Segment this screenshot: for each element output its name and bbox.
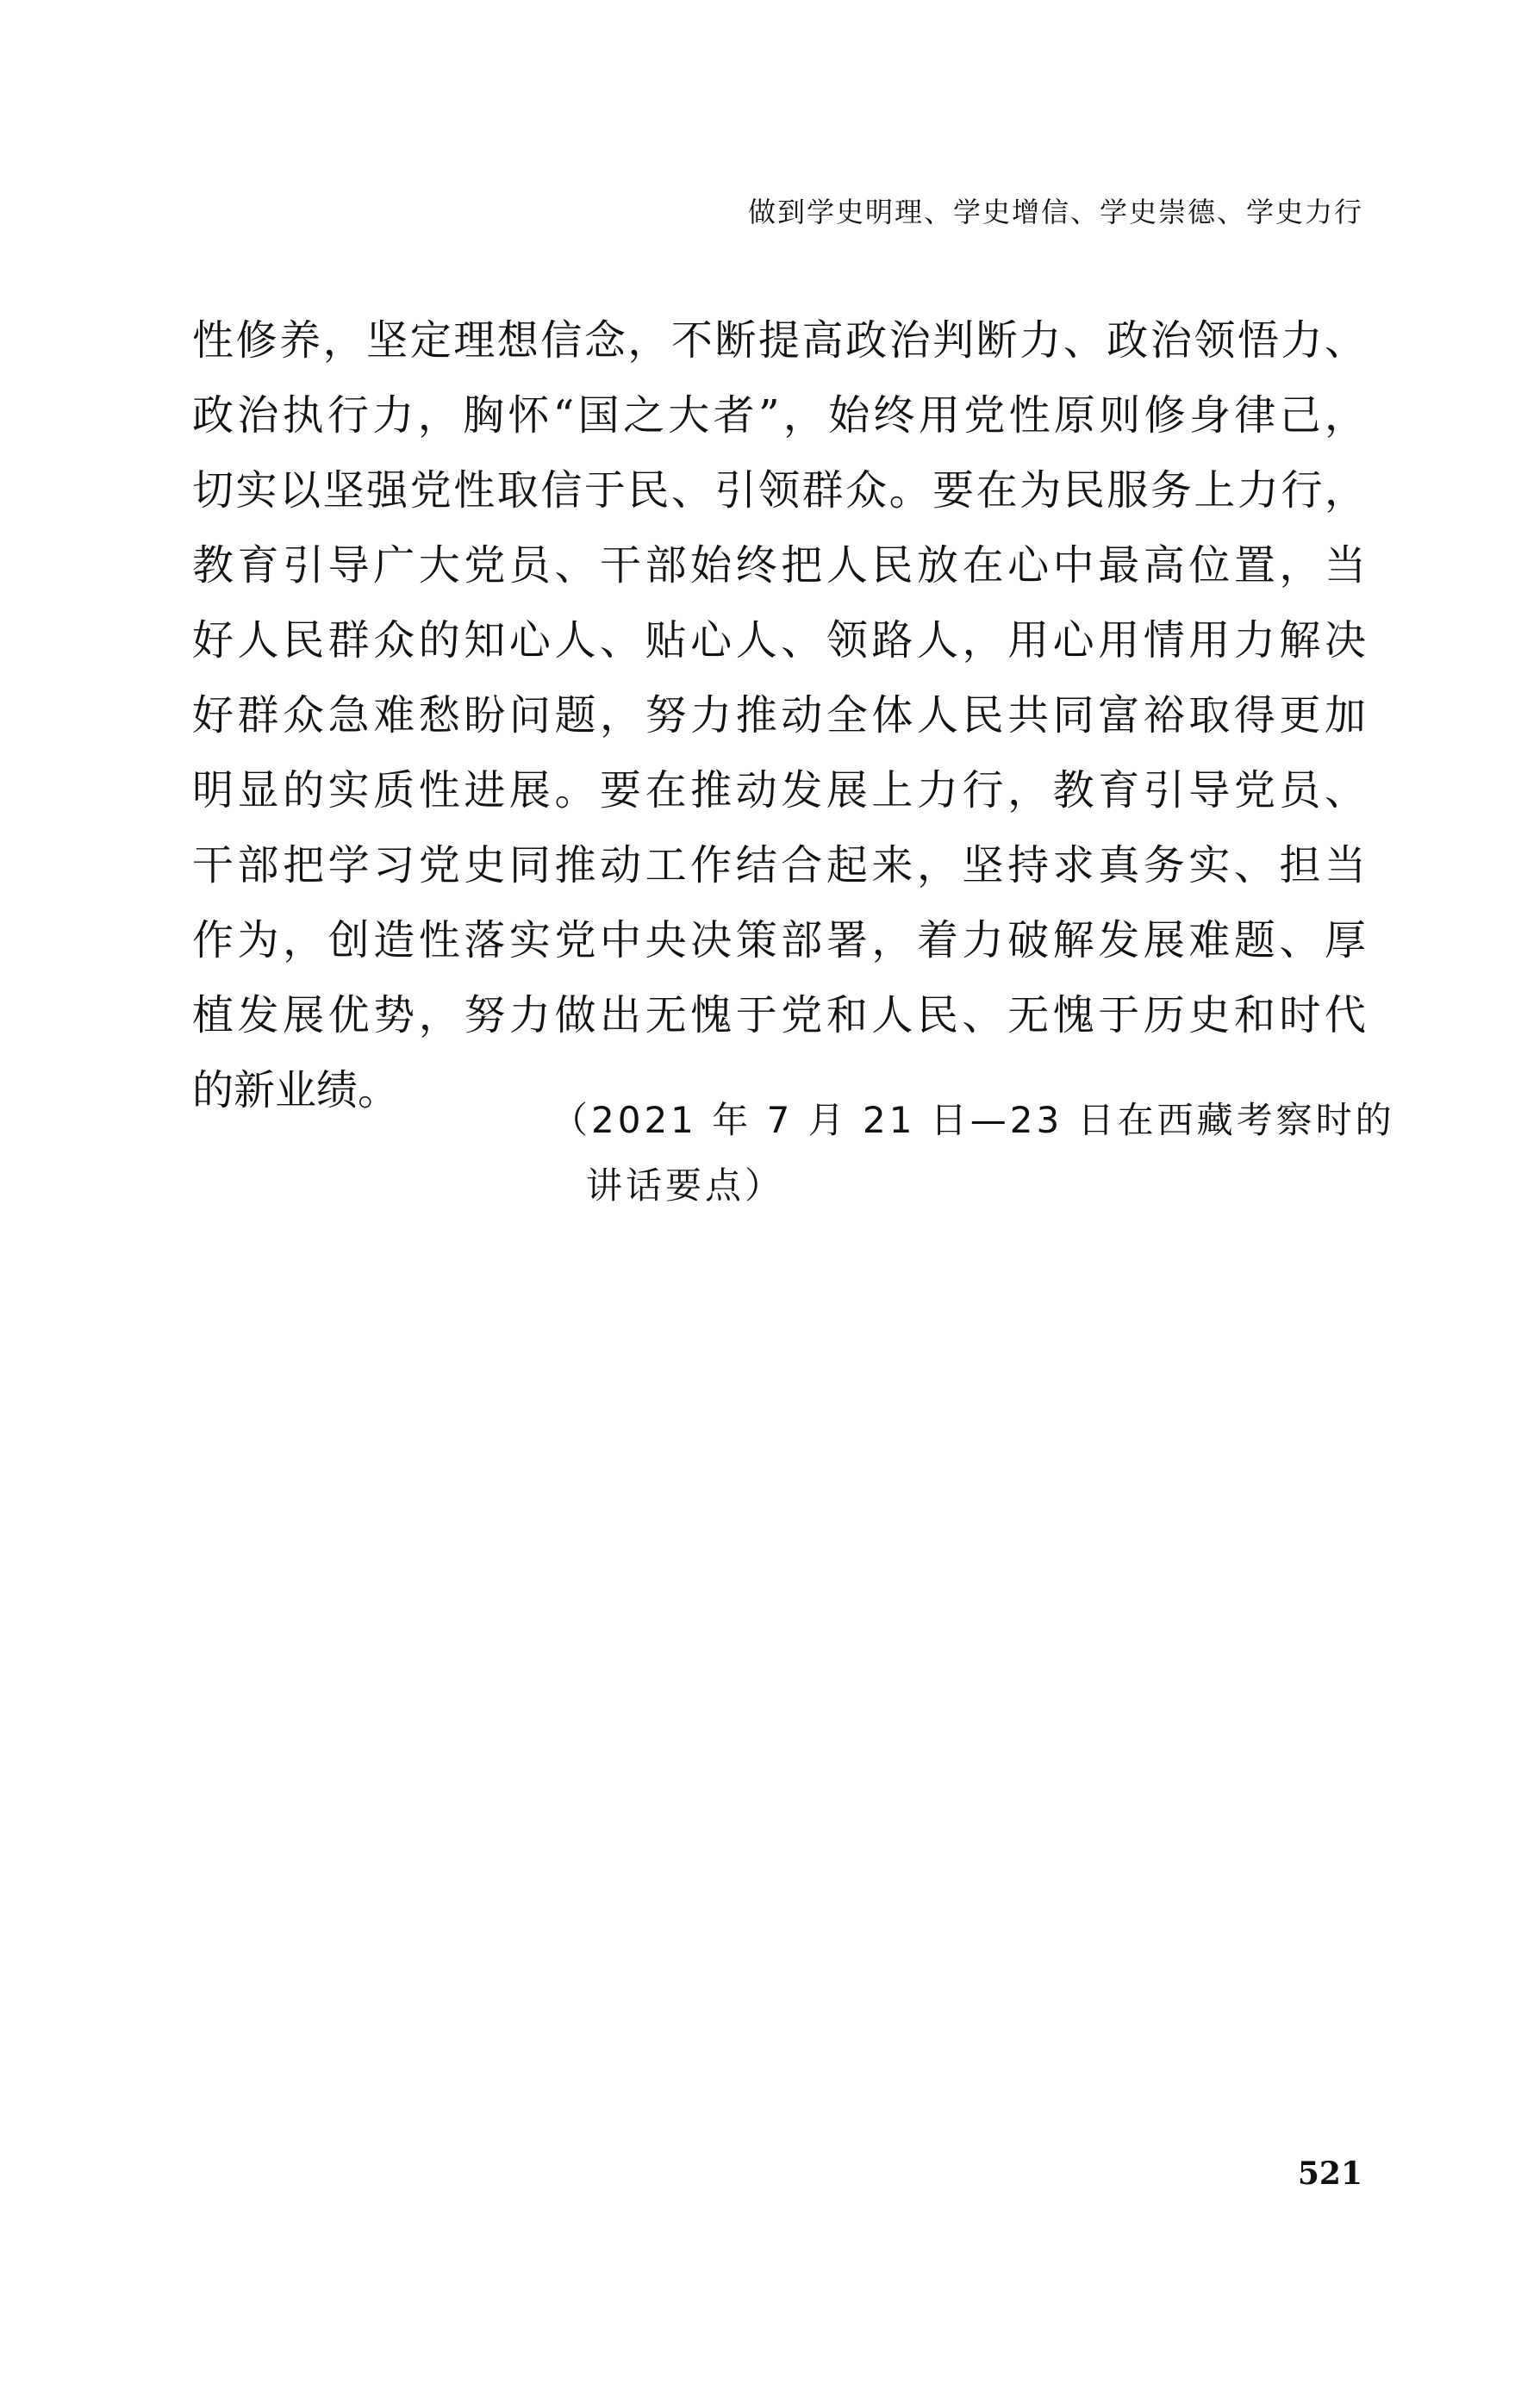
body-line: 好群众急难愁盼问题，努力推动全体人民共同富裕取得更加: [192, 691, 1366, 739]
body-line: 好人民群众的知心人、贴心人、领路人，用心用情用力解决: [192, 616, 1366, 665]
body-line: 植发展优势，努力做出无愧于党和人民、无愧于历史和时代: [192, 991, 1366, 1039]
running-header: 做到学史明理、学史增信、学史崇德、学史力行: [747, 196, 1363, 228]
body-text: [192, 303, 1366, 1128]
body-line: 切实以坚强党性取信于民、引领群众。要在为民服务上力行，: [192, 466, 1366, 515]
page-number: 521: [1297, 2156, 1362, 2192]
source-note: [552, 1088, 1395, 1219]
body-line: 的新业绩。: [192, 1066, 400, 1114]
body-line: 作为，创造性落实党中央决策部署，着力破解发展难题、厚: [192, 916, 1366, 964]
body-line: 教育引导广大党员、干部始终把人民放在心中最高位置，当: [192, 541, 1366, 590]
body-line: 性修养，坚定理想信念，不断提高政治判断力、政治领悟力、: [192, 316, 1366, 365]
source-note-line: （2021 年 7 月 21 日—23 日在西藏考察时的: [552, 1099, 1395, 1141]
body-line: 干部把学习党史同推动工作结合起来，坚持求真务实、担当: [192, 841, 1366, 889]
body-line: 政治执行力，胸怀“国之大者”，始终用党性原则修身律己，: [192, 391, 1366, 440]
body-line: 明显的实质性进展。要在推动发展上力行，教育引导党员、: [192, 766, 1366, 814]
source-note-line: 讲话要点）: [586, 1164, 785, 1207]
